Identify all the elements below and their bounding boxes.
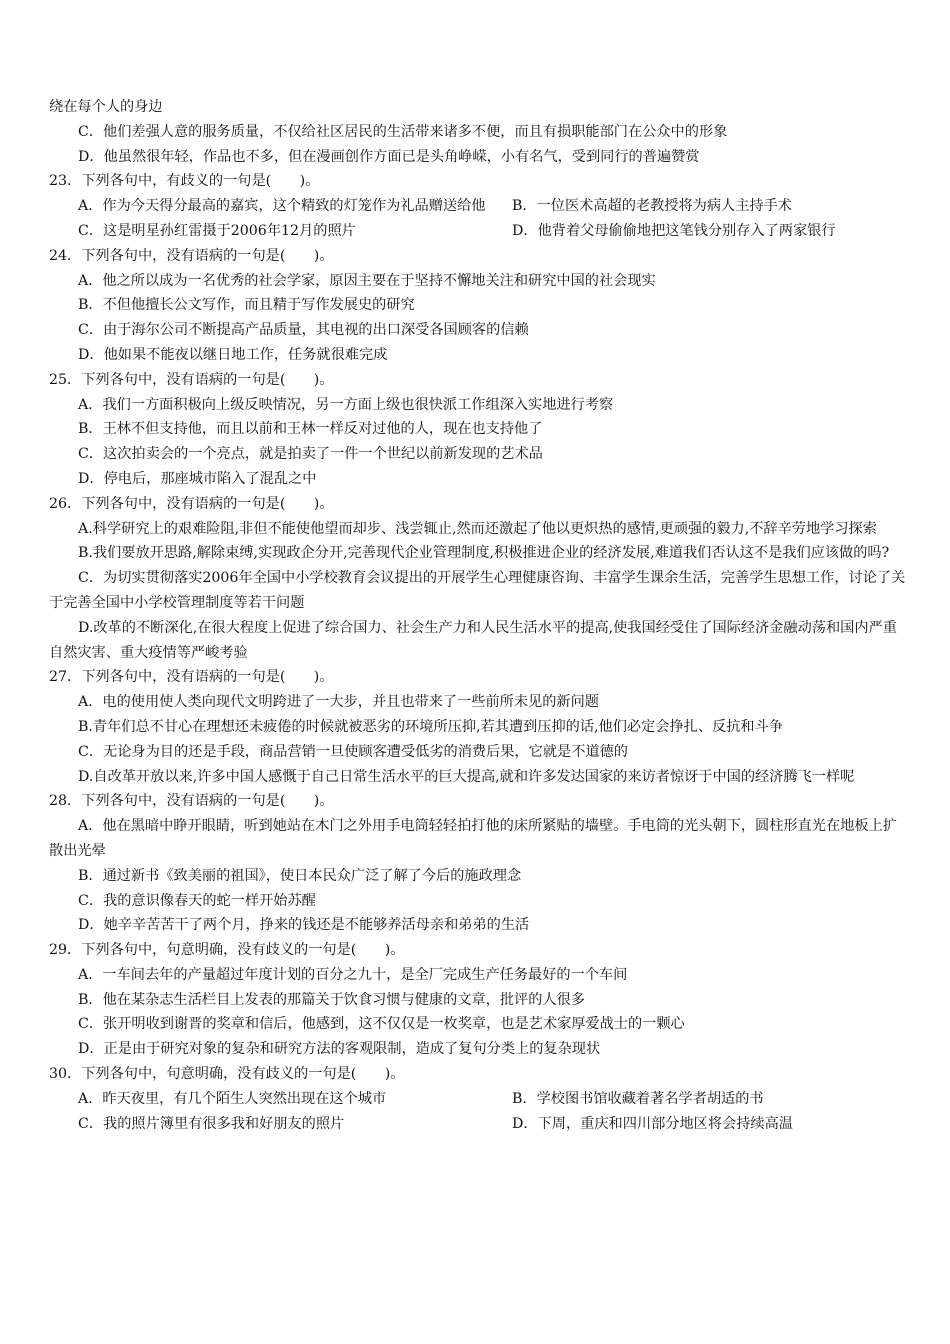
question-stem: 30．下列各句中，句意明确，没有歧义的一句是( )。 — [49, 1066, 405, 1083]
option-text: A．作为今天得分最高的嘉宾，这个精致的灯笼作为礼品赠送给他 — [78, 198, 486, 215]
option-text: B.青年们总不甘心在理想还未疲倦的时候就被恶劣的环境所压抑,若其遭到压抑的话,他们必定会挣扎、反抗和斗争 — [78, 718, 783, 735]
option-text: C．我的意识像春天的蛇一样开始苏醒 — [78, 892, 316, 909]
option-text: D．下周，重庆和四川部分地区将会持续高温 — [512, 1115, 793, 1132]
option-text: C．由于海尔公司不断提高产品质量，其电视的出口深受各国顾客的信赖 — [78, 322, 529, 339]
option-text: D.改革的不断深化,在很大程度上促进了综合国力、社会生产力和人民生活水平的提高,使我国经受住了国际经济金融动荡和国内严重自然灾害、重大疫情等严峻考验 — [49, 619, 897, 661]
option-text: C．我的照片簿里有很多我和好朋友的照片 — [78, 1115, 345, 1132]
question-stem: 25．下列各句中，没有语病的一句是( )。 — [49, 371, 334, 388]
question-stem: 29．下列各句中，句意明确，没有歧义的一句是( )。 — [49, 942, 405, 959]
option-text: D．她辛辛苦苦干了两个月，挣来的钱还是不能够养活母亲和弟弟的生活 — [78, 917, 530, 934]
option-text: C．这是明星孙红雷摄于2006年12月的照片 — [78, 222, 356, 239]
option-text: B.我们要放开思路,解除束缚,实现政企分开,完善现代企业管理制度,积极推进企业的经济发展,难道我们否认这不是我们应该做的吗? — [78, 545, 890, 562]
question-stem: 28．下列各句中，没有语病的一句是( )。 — [49, 793, 334, 810]
question-stem: 23．下列各句中，有歧义的一句是( )。 — [49, 173, 320, 190]
option-text: A.科学研究上的艰难险阻,非但不能使他望而却步、浅尝辄止,然而还激起了他以更炽热的感情,更顽强的毅力,不辞辛劳地学习探索 — [78, 520, 877, 537]
option-text: A．昨天夜里，有几个陌生人突然出现在这个城市 — [78, 1090, 387, 1107]
option-text: B．学校图书馆收藏着著名学者胡适的书 — [512, 1090, 764, 1107]
option-text: D．停电后，那座城市陷入了混乱之中 — [78, 470, 317, 487]
question-stem: 24．下列各句中，没有语病的一句是( )。 — [49, 247, 334, 264]
option-text: C．无论身为目的还是手段，商品营销一旦使顾客遭受低劣的消费后果，它就是不道德的 — [78, 743, 628, 760]
option-text: B．通过新书《致美丽的祖国》，使日本民众广泛了解了今后的施政理念 — [78, 867, 522, 884]
option-row — [49, 219, 909, 244]
option-row — [49, 194, 909, 219]
text-line: 绕在每个人的身边 — [49, 99, 163, 115]
option-text: A．一车间去年的产量超过年度计划的百分之九十，是全厂完成生产任务最好的一个车间 — [78, 966, 628, 983]
question-stem: 26．下列各句中，没有语病的一句是( )。 — [49, 495, 334, 512]
option-row — [49, 1087, 909, 1112]
option-row — [49, 1112, 909, 1137]
option-text: D．正是由于研究对象的复杂和研究方法的客观限制，造成了复句分类上的复杂现状 — [78, 1041, 601, 1058]
option-text: D．他如果不能夜以继日地工作，任务就很难完成 — [78, 346, 388, 363]
option-text: C．他们差强人意的服务质量，不仅给社区居民的生活带来诸多不便，而且有损职能部门在公众中的形象 — [78, 123, 728, 140]
question-list — [49, 95, 909, 1136]
option-text: A．电的使用使人类向现代文明跨进了一大步，并且也带来了一些前所未见的新问题 — [78, 694, 599, 711]
option-text: C．这次拍卖会的一个亮点，就是拍卖了一件一个世纪以前新发现的艺术品 — [78, 446, 543, 463]
option-text: B．一位医术高超的老教授将为病人主持手术 — [512, 198, 792, 215]
option-text: C．张开明收到谢晋的奖章和信后，他感到，这不仅仅是一枚奖章，也是艺术家厚爱战士的一颗心 — [78, 1016, 685, 1033]
option-text: D．他背着父母偷偷地把这笔钱分别存入了两家银行 — [512, 222, 836, 239]
option-text: B．他在某杂志生活栏目上发表的那篇关于饮食习惯与健康的文章，批评的人很多 — [78, 991, 585, 1008]
option-text: B．王林不但支持他，而且以前和王林一样反对过他的人，现在也支持他了 — [78, 421, 543, 438]
option-text: C．为切实贯彻落实2006年全国中小学校教育会议提出的开展学生心理健康咨询、丰富学生课余生活，完善学生思想工作，讨论了关于完善全国中小学校管理制度等若干问题 — [49, 570, 906, 611]
option-text: A．我们一方面积极向上级反映情况，另一方面上级也很快派工作组深入实地进行考察 — [78, 396, 614, 413]
option-text: A．他在黑暗中睁开眼睛，听到她站在木门之外用手电筒轻轻拍打他的床所紧贴的墙壁。手电筒的光头朝下，圆柱形直光在地板上扩散出光晕 — [49, 818, 897, 859]
question-stem: 27．下列各句中，没有语病的一句是( )。 — [49, 669, 334, 686]
option-text: D.自改革开放以来,许多中国人感慨于自己日常生活水平的巨大提高,就和许多发达国家的来访者惊讶于中国的经济腾飞一样呢 — [78, 768, 855, 785]
option-text: A．他之所以成为一名优秀的社会学家，原因主要在于坚持不懈地关注和研究中国的社会现实 — [78, 272, 656, 289]
option-text: D．他虽然很年轻，作品也不多，但在漫画创作方面已是头角峥嵘，小有名气，受到同行的普遍赞赏 — [78, 148, 700, 165]
option-text: B．不但他擅长公文写作，而且精于写作发展史的研究 — [78, 297, 415, 314]
